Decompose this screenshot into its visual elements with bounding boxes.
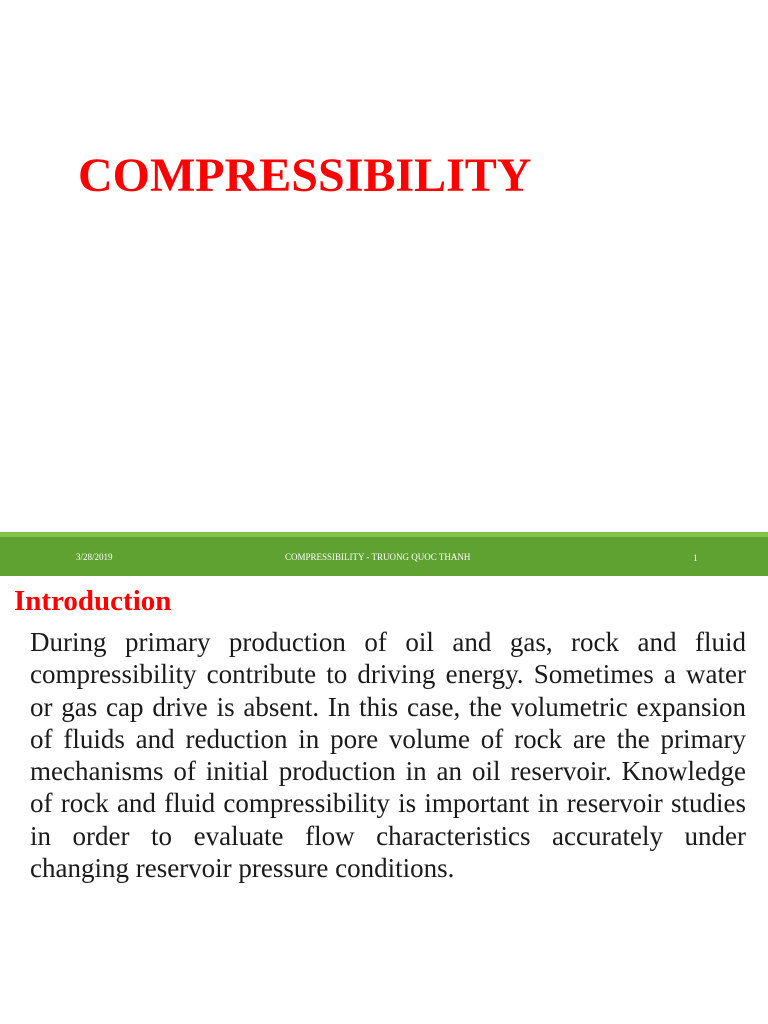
slide-footer (0, 537, 768, 576)
content-slide (0, 576, 768, 1024)
footer-date: 3/28/2019 (76, 552, 113, 562)
footer-title: COMPRESSIBILITY - TRUONG QUOC THANH (285, 552, 471, 562)
section-heading: Introduction (14, 585, 172, 617)
footer-page-number: 1 (693, 553, 698, 563)
body-paragraph: During primary production of oil and gas, rock and fluid compressibility contribute to driving energy. Sometimes a water or gas cap drive is absent. In this case, the volumetric expansion of fluids and reduction in pore volume of rock are the primary mechanisms of initial production in an oil reservoir. Knowledge of rock and fluid compressibility is important in reservoir studies in order to evaluate flow characteristics accurately under changing reservoir pressure conditions. (30, 627, 746, 884)
slide-title: COMPRESSIBILITY (78, 149, 532, 202)
